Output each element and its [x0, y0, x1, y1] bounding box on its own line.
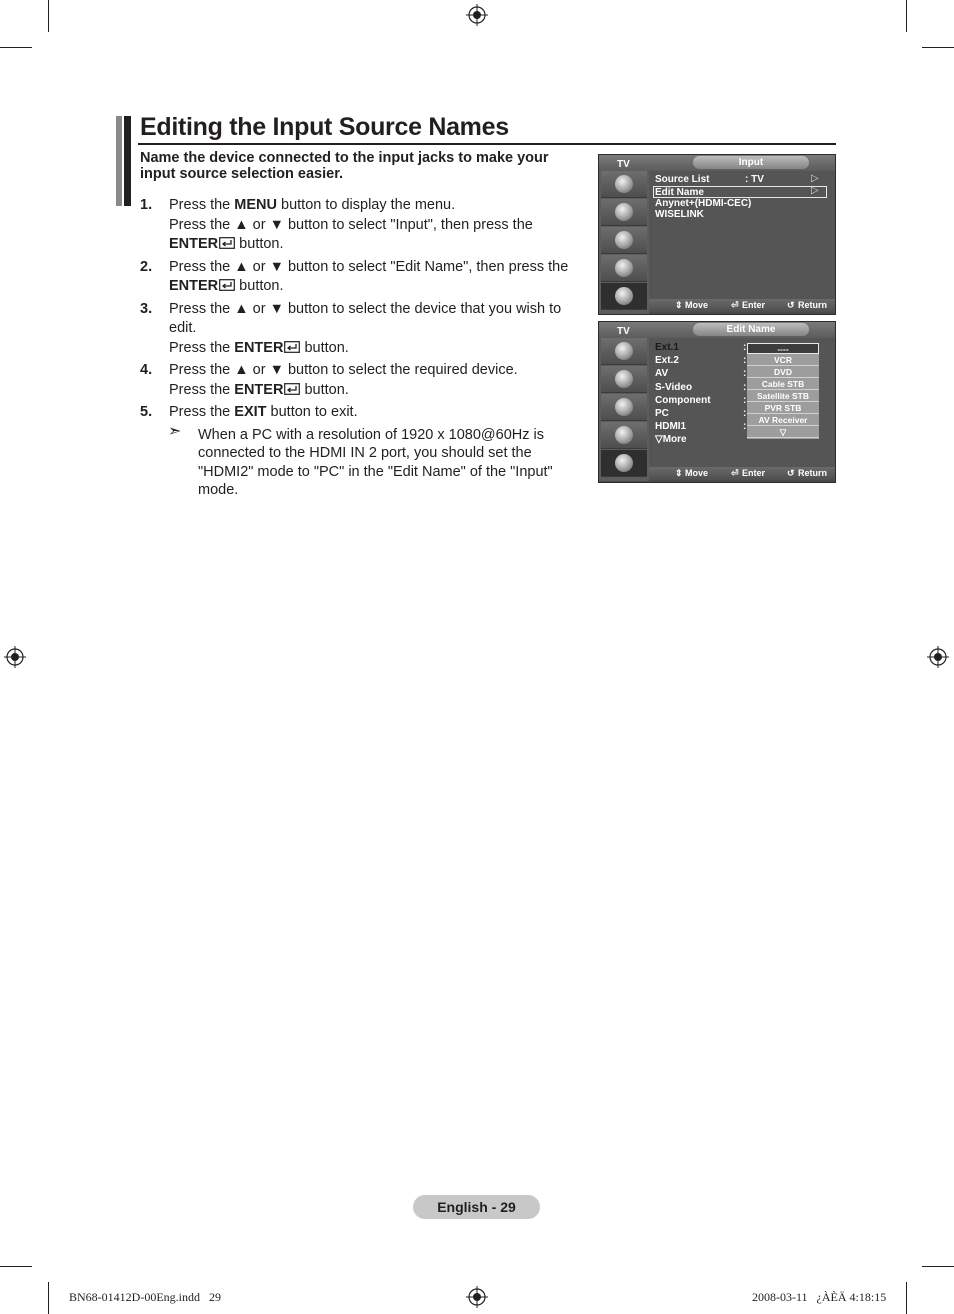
osd-colon: :	[743, 381, 747, 393]
step-text: Press the EXIT button to exit.	[169, 404, 358, 420]
move-icon: ⇕	[675, 468, 683, 478]
osd-device-row: PC	[655, 408, 669, 419]
crop-mark	[0, 1266, 32, 1267]
sound-menu-icon	[601, 366, 647, 393]
dropdown-option[interactable]: Cable STB	[747, 379, 819, 390]
move-icon: ⇕	[675, 300, 683, 310]
step-item	[140, 258, 585, 297]
osd-device-row: Ext.1	[655, 342, 679, 353]
step-item	[140, 403, 585, 423]
input-menu-icon	[601, 283, 647, 310]
step-number: 4.	[140, 362, 153, 378]
osd-tv-label: TV	[617, 159, 630, 170]
osd-device-row: HDMI1	[655, 421, 687, 433]
setup-menu-icon	[601, 422, 647, 449]
osd-edit-name-menu	[598, 321, 836, 483]
crop-mark	[906, 0, 907, 32]
intro-text: Name the device connected to the input jacks to make your input source selection easier.	[140, 150, 549, 182]
crop-mark	[48, 1282, 49, 1314]
osd-footer-return: Return	[798, 468, 827, 478]
osd-header	[599, 155, 835, 171]
osd-device-row: AV	[655, 368, 669, 380]
device-name-dropdown	[747, 343, 819, 439]
crop-mark	[906, 1282, 907, 1314]
osd-footer	[649, 299, 835, 312]
registration-mark-icon	[4, 646, 26, 668]
osd-footer	[649, 467, 835, 480]
crop-mark	[0, 47, 32, 48]
osd-footer-enter: Enter	[742, 300, 766, 310]
step-text: Press the ▲ or ▼ button to select the device that you wish to edit.	[169, 300, 562, 336]
dropdown-option[interactable]: DVD	[747, 367, 819, 378]
print-slug-date: 2008-03-11 ¿ÀÈÄ 4:18:15	[752, 1290, 887, 1304]
enter-icon: ⏎	[731, 300, 739, 310]
osd-colon: :	[743, 342, 747, 353]
picture-menu-icon	[601, 338, 647, 365]
note-text: ➣ When a PC with a resolution of 1920 x 1080@60Hz is connected to the HDMI IN 2 port, you should set the "HDMI2" mode to "PC" in the "Edit Name" of the "Input" mode.	[168, 422, 553, 498]
enter-icon	[219, 237, 235, 249]
dropdown-option[interactable]: PVR STB	[747, 403, 819, 414]
osd-colon: :	[743, 355, 747, 367]
osd-colon: :	[743, 368, 747, 380]
submenu-arrow-icon: ▷	[811, 185, 819, 196]
steps-list	[140, 196, 585, 500]
osd-colon: :	[743, 408, 747, 419]
step-text: Press the ENTER button.	[169, 339, 349, 356]
sound-menu-icon	[601, 199, 647, 226]
osd-colon: :	[743, 421, 747, 433]
osd-tv-label: TV	[617, 326, 630, 337]
step-item	[140, 196, 585, 255]
osd-sidebar	[599, 171, 649, 314]
osd-main	[649, 171, 835, 299]
step-number: 3.	[140, 300, 153, 317]
osd-row-wiselink: WISELINK	[655, 209, 704, 220]
dropdown-option[interactable]: ▽	[747, 427, 819, 438]
submenu-arrow-icon: ▷	[811, 173, 819, 184]
crop-mark	[922, 47, 954, 48]
print-slug-file: BN68-01412D-00Eng.indd 29	[69, 1290, 221, 1304]
picture-menu-icon	[601, 171, 647, 198]
osd-device-row: Ext.2	[655, 355, 679, 367]
step-text: Press the ENTER button.	[169, 381, 349, 398]
crop-mark	[922, 1266, 954, 1267]
step-text: Press the ▲ or ▼ button to select "Input", then press the ENTER button.	[169, 216, 533, 252]
step-number: 1.	[140, 197, 153, 213]
osd-menu-title: Input	[693, 156, 809, 169]
osd-row-source-list: Source List	[655, 174, 710, 185]
osd-footer-move: Move	[685, 300, 709, 310]
osd-device-row: ▽More	[655, 434, 687, 446]
dropdown-option[interactable]: ----	[747, 343, 819, 354]
osd-footer-move: Move	[685, 468, 709, 478]
enter-icon	[219, 279, 235, 291]
osd-colon: :	[743, 394, 747, 406]
channel-menu-icon	[601, 394, 647, 421]
registration-mark-icon	[466, 1286, 488, 1308]
step-text: Press the ▲ or ▼ button to select the required device.	[169, 362, 518, 378]
osd-menu-title: Edit Name	[693, 323, 809, 336]
osd-sidebar	[599, 338, 649, 481]
osd-device-row: S-Video	[655, 381, 693, 393]
return-icon: ↺	[787, 468, 795, 478]
title-accent-bar	[116, 116, 132, 206]
channel-menu-icon	[601, 227, 647, 254]
registration-mark-icon	[466, 4, 488, 26]
osd-footer-return: Return	[798, 300, 827, 310]
dropdown-option[interactable]: VCR	[747, 355, 819, 366]
enter-icon	[284, 383, 300, 395]
dropdown-option[interactable]: Satellite STB	[747, 391, 819, 402]
step-text: Press the ▲ or ▼ button to select "Edit Name", then press the ENTER button.	[169, 258, 569, 294]
osd-header	[599, 322, 835, 338]
step-number: 5.	[140, 404, 153, 420]
page-title: Editing the Input Source Names	[140, 113, 509, 141]
osd-row-source-list-value: : TV	[745, 174, 764, 185]
input-menu-icon	[601, 450, 647, 477]
osd-device-row: Component	[655, 394, 711, 406]
osd-input-menu	[598, 154, 836, 315]
registration-mark-icon	[927, 646, 949, 668]
return-icon: ↺	[787, 300, 795, 310]
step-item	[140, 361, 585, 400]
osd-row-edit-name: Edit Name	[653, 186, 827, 198]
crop-mark	[48, 0, 49, 32]
enter-icon	[284, 341, 300, 353]
osd-footer-enter: Enter	[742, 468, 766, 478]
title-rule	[138, 143, 836, 145]
page-number-label: English - 29	[413, 1195, 540, 1219]
step-text: Press the MENU button to display the menu.	[169, 197, 456, 213]
enter-icon: ⏎	[731, 468, 739, 478]
step-number: 2.	[140, 258, 153, 275]
step-item	[140, 300, 585, 359]
osd-main	[649, 338, 835, 467]
osd-row-anynet: Anynet+(HDMI-CEC)	[655, 198, 752, 209]
setup-menu-icon	[601, 255, 647, 282]
note-arrow-icon: ➣	[168, 422, 182, 440]
dropdown-option[interactable]: AV Receiver	[747, 415, 819, 426]
